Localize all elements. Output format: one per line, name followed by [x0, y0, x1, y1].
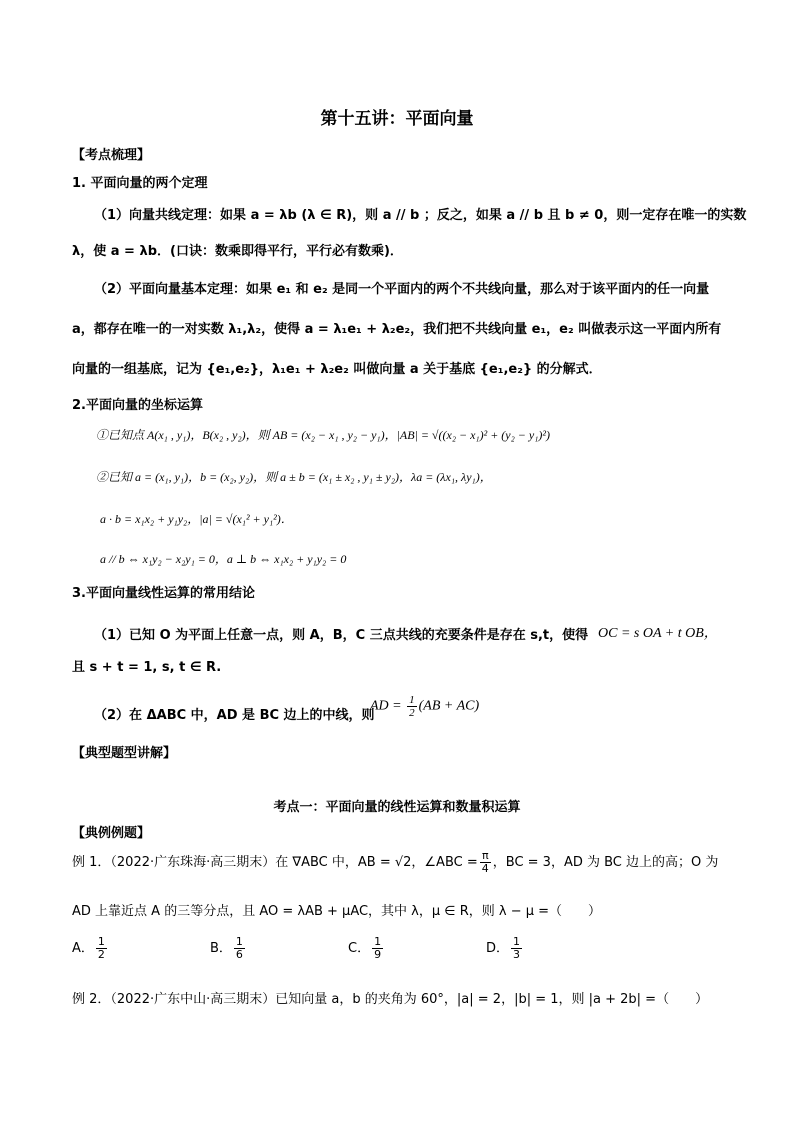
theorem-1-line-1: （1）向量共线定理：如果 a = λb (λ ∈ R)，则 a // b ；反之，如果 a // b 且 b ≠ 0，则一定存在唯一的实数	[94, 208, 747, 223]
conclusion-1-line-1: （1）已知 O 为平面上任意一点，则 A，B，C 三点共线的充要条件是存在 s,t，使得	[94, 628, 589, 643]
fraction-denominator: 2	[409, 707, 415, 719]
example-1-line-1	[72, 850, 718, 875]
conclusion-1-line-2: 且 s + t = 1, s, t ∈ R.	[72, 660, 222, 675]
fraction-denominator: 6	[235, 948, 243, 961]
option-label: C．	[348, 941, 371, 956]
formula-rhs: (AB + AC)	[418, 698, 480, 714]
fraction-half	[407, 694, 417, 719]
theorem-1-line-2: λ，使 a = λb．(口诀：数乘即得平行，平行必有数乘)．	[72, 244, 403, 259]
example-1-line-2: AD 上靠近点 A 的三等分点，且 AO = λAB + μAC，其中 λ，μ ∈ R，则 λ − μ =（ ）	[72, 904, 602, 919]
theorem-2-line-3: 向量的一组基底，记为 {e₁,e₂}，λ₁e₁ + λ₂e₂ 叫做向量 a 关于基底 {e₁,e₂} 的分解式．	[72, 362, 602, 377]
heading-two-theorems: 1. 平面向量的两个定理	[72, 176, 208, 191]
option-label: B．	[210, 941, 232, 956]
conclusion-1-formula: OC = s OA + t OB，	[598, 626, 718, 641]
page-title: 第十五讲：平面向量	[320, 109, 474, 129]
example-2-line-1: 例 2．（2022·广东中山·高三期末）已知向量 a，b 的夹角为 60°，|a| = 2，|b| = 1，则 |a + 2b| =（ ）	[72, 992, 709, 1007]
theorem-2-line-1: （2）平面向量基本定理：如果 e₁ 和 e₂ 是同一个平面内的两个不共线向量，那么对于该平面内的任一向量	[94, 282, 710, 297]
fraction-numerator: 1	[374, 935, 382, 948]
fraction-numerator: 1	[235, 935, 243, 948]
fraction-denominator: 9	[374, 948, 382, 961]
section-header-points: 【考点梳理】	[72, 148, 151, 163]
coord-formula-4: a // b ⇔ x₁y₂ − x₂y₁ = 0，a ⊥ b ⇔ x₁x₂ + y₁y₂ = 0	[100, 552, 347, 566]
example-1-option-d	[486, 936, 524, 961]
fraction-numerator: π	[481, 849, 489, 862]
fraction-denominator: 4	[481, 862, 489, 875]
example-1-option-c	[348, 936, 385, 961]
option-fraction	[372, 936, 383, 961]
knowledge-point-1-title: 考点一：平面向量的线性运算和数量积运算	[273, 800, 521, 815]
coord-formula-2: ②已知 a = (x₁, y₁)，b = (x₂, y₂)，则 a ± b = (x₁ ± x₂ , y₁ ± y₂)，λa = (λx₁, λy₁)，	[96, 470, 492, 484]
section-header-types: 【典型题型讲解】	[72, 746, 177, 761]
fraction-numerator: 1	[409, 694, 415, 706]
heading-coordinate-ops: 2.平面向量的坐标运算	[72, 398, 203, 413]
formula-lhs: AD =	[370, 698, 406, 714]
option-fraction	[234, 936, 245, 961]
section-header-examples: 【典例例题】	[72, 826, 151, 841]
conclusion-2-text: （2）在 ΔABC 中，AD 是 BC 边上的中线，则	[94, 708, 375, 723]
fraction-numerator: 1	[513, 935, 521, 948]
example-1-option-a	[72, 936, 109, 961]
example-1-text-a: 例 1．（2022·广东珠海·高三期末）在 ∇ABC 中，AB = √2，∠ABC =	[72, 855, 478, 870]
example-1-option-b	[210, 936, 247, 961]
option-fraction	[511, 936, 522, 961]
fraction-denominator: 3	[513, 948, 521, 961]
fraction-pi-over-4	[480, 850, 491, 875]
fraction-denominator: 2	[97, 948, 105, 961]
coord-formula-3: a · b = x₁x₂ + y₁y₂，|a| = √(x₁² + y₁²)．	[100, 512, 293, 526]
coord-formula-1: ①已知点 A(x₁ , y₁)，B(x₂ , y₂)，则 AB = (x₂ − x₁ , y₂ − y₁)，|AB| = √((x₂ − x₁)² + (y₂ − y₁)²)	[96, 428, 550, 442]
conclusion-2-formula	[370, 694, 479, 719]
option-label: D．	[486, 941, 510, 956]
heading-linear-ops: 3.平面向量线性运算的常用结论	[72, 586, 255, 601]
theorem-2-line-2: a，都存在唯一的一对实数 λ₁,λ₂，使得 a = λ₁e₁ + λ₂e₂，我们把不共线向量 e₁，e₂ 叫做表示这一平面内所有	[72, 322, 722, 337]
option-label: A．	[72, 941, 94, 956]
fraction-numerator: 1	[97, 935, 105, 948]
example-1-text-b: ，BC = 3，AD 为 BC 边上的高；O 为	[492, 855, 719, 870]
option-fraction	[96, 936, 107, 961]
